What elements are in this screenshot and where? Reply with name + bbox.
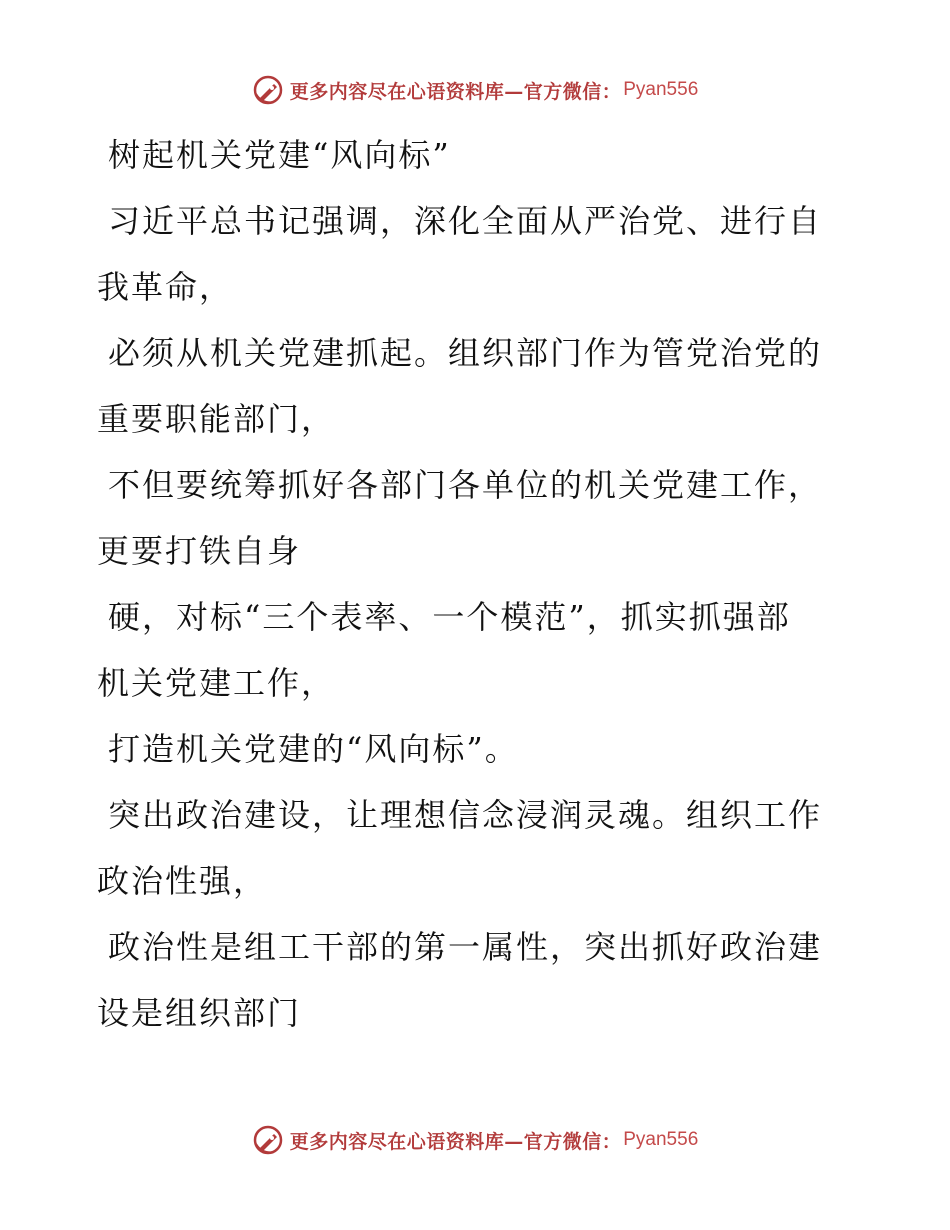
paragraph-line: 更要打铁自身 bbox=[97, 532, 302, 570]
paragraph-line: 不但要统筹抓好各部门各单位的机关党建工作， bbox=[108, 466, 823, 504]
promo-text: 更多内容尽在心语资料库—官方微信： bbox=[289, 1130, 622, 1153]
paragraph-line: 设是组织部门 bbox=[97, 994, 302, 1032]
paragraph-line: 机关党建工作， bbox=[97, 664, 336, 702]
paragraph-line: 硬，对标“三个表率、一个模范”，抓实抓强部 bbox=[108, 598, 791, 636]
paragraph-line: 突出政治建设，让理想信念浸润灵魂。组织工作 bbox=[108, 796, 823, 834]
header-banner bbox=[0, 70, 950, 110]
document-title: 树起机关党建“风向标” bbox=[108, 136, 451, 174]
pen-nib-logo-icon bbox=[252, 74, 284, 106]
paragraph-line: 政治性是组工干部的第一属性，突出抓好政治建 bbox=[108, 928, 823, 966]
pen-nib-logo-icon bbox=[252, 1124, 284, 1156]
paragraph-line: 习近平总书记强调，深化全面从严治党、进行自 bbox=[108, 202, 823, 240]
wechat-id: Pyan556 bbox=[623, 79, 699, 100]
paragraph-line: 我革命， bbox=[97, 268, 234, 306]
paragraph-line: 必须从机关党建抓起。组织部门作为管党治党的 bbox=[108, 334, 823, 372]
paragraph-line: 打造机关党建的“风向标”。 bbox=[108, 730, 519, 768]
wechat-id: Pyan556 bbox=[623, 1129, 699, 1150]
document-body bbox=[97, 122, 837, 1046]
footer-banner bbox=[0, 1120, 950, 1160]
promo-text: 更多内容尽在心语资料库—官方微信： bbox=[289, 80, 622, 103]
paragraph-line: 重要职能部门， bbox=[97, 400, 336, 438]
paragraph-line: 政治性强， bbox=[97, 862, 268, 900]
